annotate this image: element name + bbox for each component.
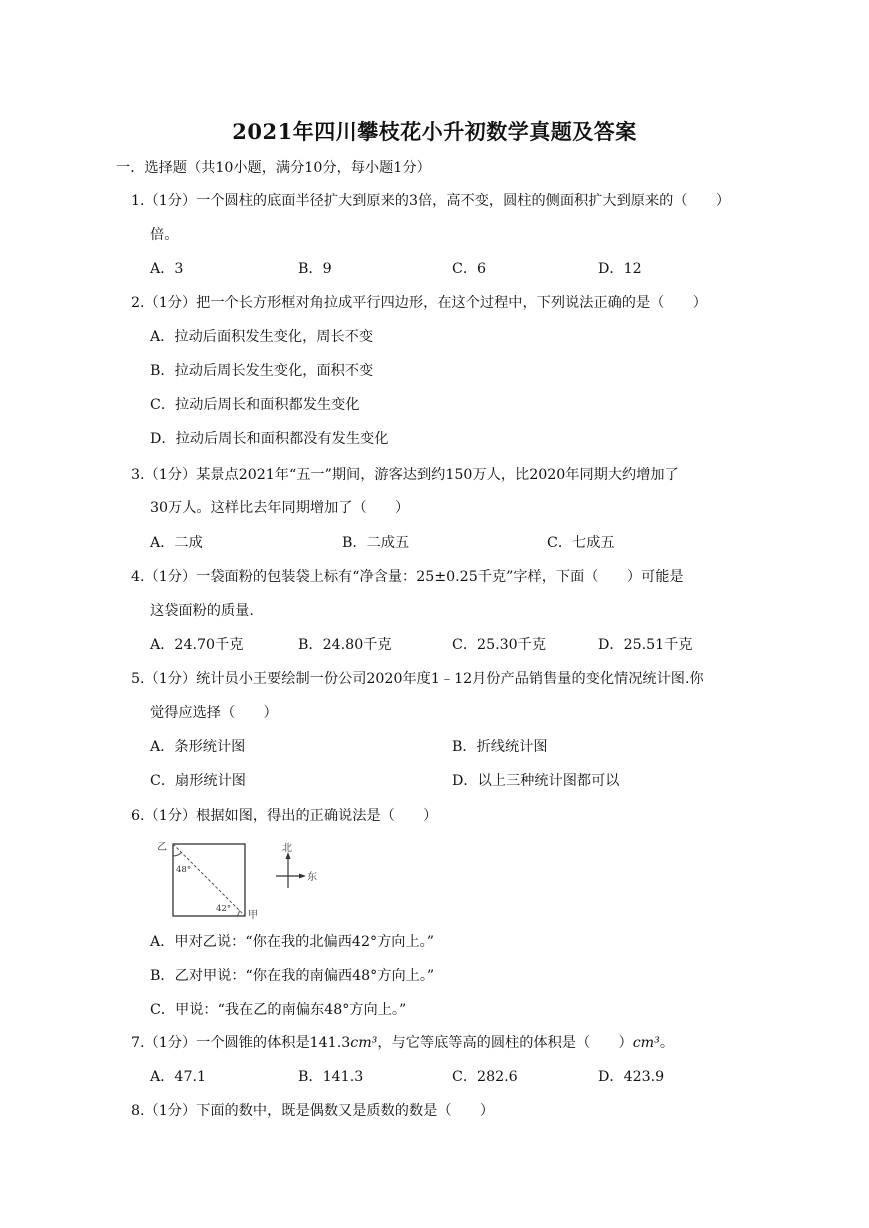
- q6-option-a: A．甲对乙说：“你在我的北偏西42°方向上。”: [150, 934, 434, 950]
- q2-option-b: B．拉动后周长发生变化，面积不变: [150, 363, 374, 379]
- q7-option-c: C．282.6: [452, 1069, 518, 1085]
- north-label: 北: [282, 843, 292, 854]
- angle-arc-bottom: [237, 910, 239, 916]
- compass-figure: [270, 840, 320, 900]
- q4-option-a: A．24.70千克: [150, 637, 244, 653]
- q2-option-d: D．拉动后周长和面积都没有发生变化: [150, 431, 389, 447]
- section-heading: 一．选择题（共10小题，满分10分，每小题1分）: [116, 160, 431, 176]
- question-4-text: 4.（1分）一袋面粉的包装袋上标有“净含量：25±0.25千克”字样，下面（ ）可能是: [131, 569, 684, 585]
- question-3-text: 3.（1分）某景点2021年“五一”期间，游客达到约150万人，比2020年同期大约增加了: [131, 467, 679, 483]
- q4-option-d: D．25.51千克: [598, 637, 693, 653]
- question-5-text-cont: 觉得应选择（ ）: [150, 705, 278, 721]
- q7-option-d: D．423.9: [598, 1069, 665, 1085]
- east-label: 东: [307, 872, 317, 883]
- q1-option-d: D．12: [598, 261, 642, 277]
- q7-option-b: B．141.3: [298, 1069, 364, 1085]
- q7-text-part-2: ，与它等底等高的圆柱的体积是（ ）: [377, 1035, 633, 1051]
- label-jia: 甲: [248, 910, 258, 921]
- q1-option-a: A．3: [150, 261, 184, 277]
- q1-option-b: B．9: [298, 261, 332, 277]
- q7-unit-1: cm³: [350, 1035, 378, 1051]
- question-4-text-cont: 这袋面粉的质量.: [150, 603, 254, 619]
- q2-option-a: A．拉动后面积发生变化，周长不变: [150, 329, 374, 345]
- question-1-text: 1.（1分）一个圆柱的底面半径扩大到原来的3倍，高不变，圆柱的侧面积扩大到原来的（ ）: [131, 193, 731, 209]
- question-7-text: [131, 1033, 674, 1053]
- direction-figure: [155, 838, 275, 922]
- q7-option-a: A．47.1: [150, 1069, 207, 1085]
- q6-option-b: B．乙对甲说：“你在我的南偏西48°方向上。”: [150, 968, 435, 984]
- page-title: 2021年四川攀枝花小升初数学真题及答案: [232, 119, 637, 144]
- label-yi: 乙: [157, 842, 167, 853]
- question-6-text: 6.（1分）根据如图，得出的正确说法是（ ）: [131, 808, 438, 824]
- q5-option-c: C．扇形统计图: [150, 773, 246, 789]
- question-2-text: 2.（1分）把一个长方形框对角拉成平行四边形，在这个过程中，下列说法正确的是（ ）: [131, 295, 707, 311]
- q5-option-d: D．以上三种统计图都可以: [452, 773, 620, 789]
- direction-figure-svg: [155, 838, 275, 922]
- q3-option-c: C．七成五: [547, 535, 615, 551]
- angle-bottom-label: 42°: [216, 904, 232, 914]
- q7-text-part-1: 7.（1分）一个圆锥的体积是141.3: [131, 1035, 351, 1051]
- q4-option-b: B．24.80千克: [298, 637, 392, 653]
- compass-svg: [270, 840, 320, 900]
- q7-text-part-3: 。: [659, 1035, 675, 1051]
- question-1-text-cont: 倍。: [150, 227, 179, 243]
- q3-option-b: B．二成五: [342, 535, 410, 551]
- angle-arc-top: [173, 853, 182, 857]
- q1-option-c: C．6: [452, 261, 487, 277]
- east-arrow-icon: [299, 874, 306, 879]
- question-8-text: 8.（1分）下面的数中，既是偶数又是质数的数是（ ）: [131, 1103, 495, 1119]
- angle-top-label: 48°: [176, 865, 192, 875]
- q2-option-c: C．拉动后周长和面积都发生变化: [150, 397, 360, 413]
- q5-option-b: B．折线统计图: [452, 739, 548, 755]
- q3-option-a: A．二成: [150, 535, 203, 551]
- question-3-text-cont: 30万人。这样比去年同期增加了（ ）: [150, 500, 410, 516]
- diagonal-line: [173, 844, 245, 916]
- q6-option-c: C．甲说：“我在乙的南偏东48°方向上。”: [150, 1002, 407, 1018]
- q7-unit-2: cm³: [632, 1035, 660, 1051]
- q4-option-c: C．25.30千克: [452, 637, 547, 653]
- question-5-text: 5.（1分）统计员小王要绘制一份公司2020年度1﹣12月份产品销售量的变化情况统计图.你: [131, 671, 704, 687]
- q5-option-a: A．条形统计图: [150, 739, 246, 755]
